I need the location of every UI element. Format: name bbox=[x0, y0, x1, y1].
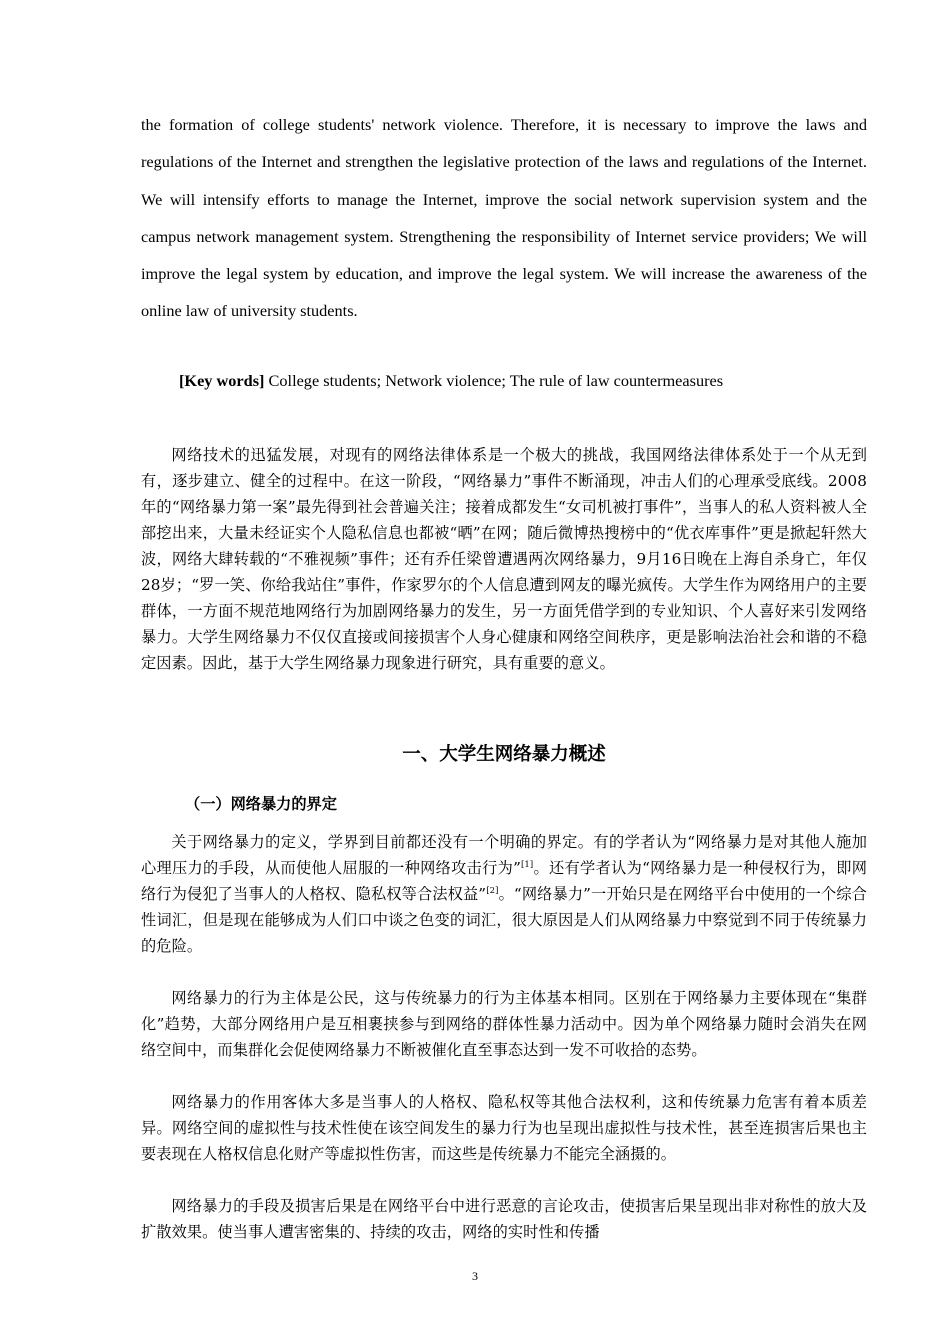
intro-paragraph: 网络技术的迅猛发展，对现有的网络法律体系是一个极大的挑战，我国网络法律体系处于一个从无到有，逐步建立、健全的过程中。在这一阶段，“网络暴力”事件不断涌现，冲击人们的心理承受底线。2008年的“网络暴力第一案”最先得到社会普遍关注；接着成都发生“女司机被打事件”，当事人的私人资料被人全部挖出来，大量未经证实个人隐私信息也都被“晒”在网；随后微博热搜榜中的“优衣库事件”更是掀起轩然大波，网络大肆转载的“不雅视频”事件；还有乔任梁曾遭遇两次网络暴力，9月16日晚在上海自杀身亡，年仅28岁；“罗一笑、你给我站住”事件，作家罗尔的个人信息遭到网友的曝光疯传。大学生作为网络用户的主要群体，一方面不规范地网络行为加剧网络暴力的发生，另一方面凭借学到的专业知识、个人喜好来引发网络暴力。大学生网络暴力不仅仅直接或间接损害个人身心健康和网络空间秩序，更是影响法治社会和谐的不稳定因素。因此，基于大学生网络暴力现象进行研究，具有重要的意义。 bbox=[141, 446, 867, 672]
page-number: 3 bbox=[472, 1269, 478, 1283]
definition-text-1: 关于网络暴力的定义，学界到目前都还没有一个明确的界定。有的学者认为“网络暴力是对其他人施加心理压力的手段，从而使他人屈服的一种网络攻击行为” bbox=[141, 833, 867, 877]
keywords-text: College students; Network violence; The rule of law countermeasures bbox=[264, 371, 724, 390]
definition-paragraph bbox=[141, 829, 867, 959]
object-paragraph: 网络暴力的作用客体大多是当事人的人格权、隐私权等其他合法权利，这和传统暴力危害有着本质差异。网络空间的虚拟性与技术性使在该空间发生的暴力行为也呈现出虚拟性与技术性，甚至连损害后果也主要表现在人格权信息化财产等虚拟性伤害，而这些是传统暴力不能完全涵摄的。 bbox=[141, 1093, 867, 1163]
citation-ref-1: [1] bbox=[520, 860, 534, 870]
definition-text-3: 。“网络暴力”一开始只是在网络平台中使用的一个综合性词汇，但是现在能够成为人们口中谈之色变的词汇，很大原因是人们从网络暴力中察觉到不同于传统暴力的危险。 bbox=[141, 885, 867, 955]
means-paragraph: 网络暴力的手段及损害后果是在网络平台中进行恶意的言论攻击，使损害后果呈现出非对称性的放大及扩散效果。使当事人遭害密集的、持续的攻击，网络的实时性和传播 bbox=[141, 1197, 867, 1241]
subsection-heading: （一）网络暴力的界定 bbox=[185, 795, 337, 813]
keywords-label: [Key words] bbox=[179, 371, 265, 390]
english-abstract-paragraph: the formation of college students' network violence. Therefore, it is necessary to improve the laws and regulations of the Internet and strengthen the legislative protection of the laws and regulations of the Internet. We will intensify efforts to manage the Internet, improve the social network supervision system and the campus network management system. Strengthening the responsibility of Internet service providers; We will improve the legal system by education, and improve the legal system. We will increase the awareness of the online law of university students. bbox=[141, 115, 867, 321]
definition-text-2: 。还有学者认为“网络暴力是一种侵权行为，即网络行为侵犯了当事人的人格权、隐私权等合法权益” bbox=[141, 859, 868, 903]
section-heading: 一、大学生网络暴力概述 bbox=[402, 744, 606, 765]
keywords-line bbox=[179, 366, 867, 396]
citation-ref-2: [2] bbox=[486, 886, 499, 896]
subject-paragraph: 网络暴力的行为主体是公民，这与传统暴力的行为主体基本相同。区别在于网络暴力主要体现在“集群化”趋势，大部分网络用户是互相裹挟参与到网络的群体性暴力活动中。因为单个网络暴力随时会消失在网络空间中，而集群化会促使网络暴力不断被催化直至事态达到一发不可收拾的态势。 bbox=[141, 989, 867, 1059]
